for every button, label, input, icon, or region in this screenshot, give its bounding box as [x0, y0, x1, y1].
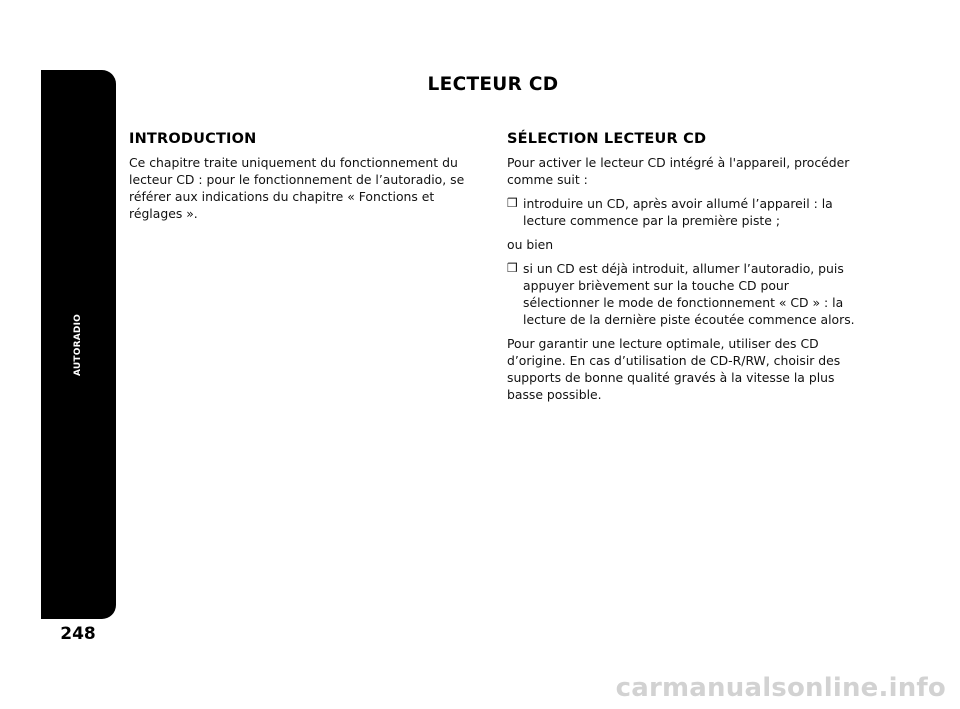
right-column: [507, 130, 859, 410]
side-tab-label: AUTORADIO: [73, 314, 83, 376]
selection-intro: Pour activer le lecteur CD intégré à l'appareil, procéder comme suit :: [507, 155, 850, 187]
checkbox-bullet-icon: ❒: [507, 261, 518, 275]
left-column: [129, 130, 481, 229]
selection-heading: SÉLECTION LECTEUR CD: [507, 131, 707, 147]
chapter-title: LECTEUR CD: [427, 74, 559, 95]
introduction-heading: INTRODUCTION: [129, 131, 257, 147]
or-text: ou bien: [507, 237, 554, 252]
checkbox-bullet-icon: ❒: [507, 196, 518, 210]
note-paragraph: Pour garantir une lecture optimale, utiliser des CD d’origine. En cas d’utilisation de CD-R/RW, choisir des supports de bonne qualité gravés à la vitesse la plus basse possible.: [507, 336, 841, 402]
bullet-text: si un CD est déjà introduit, allumer l’autoradio, puis appuyer brièvement sur la touche CD pour sélectionner le mode de fonctionnement « CD » : la lecture de la dernière piste écoutée commence alors.: [523, 261, 855, 327]
bullet-item: [507, 195, 859, 229]
page-number: 248: [60, 624, 96, 644]
introduction-paragraph: Ce chapitre traite uniquement du fonctionnement du lecteur CD : pour le fonctionnement de l’autoradio, se référer aux indications du chapitre « Fonctions et réglages ».: [129, 155, 465, 221]
watermark: carmanualsonline.info: [615, 673, 946, 703]
bullet-text: introduire un CD, après avoir allumé l’appareil : la lecture commence par la première piste ;: [523, 196, 833, 228]
bullet-item: [507, 260, 859, 328]
